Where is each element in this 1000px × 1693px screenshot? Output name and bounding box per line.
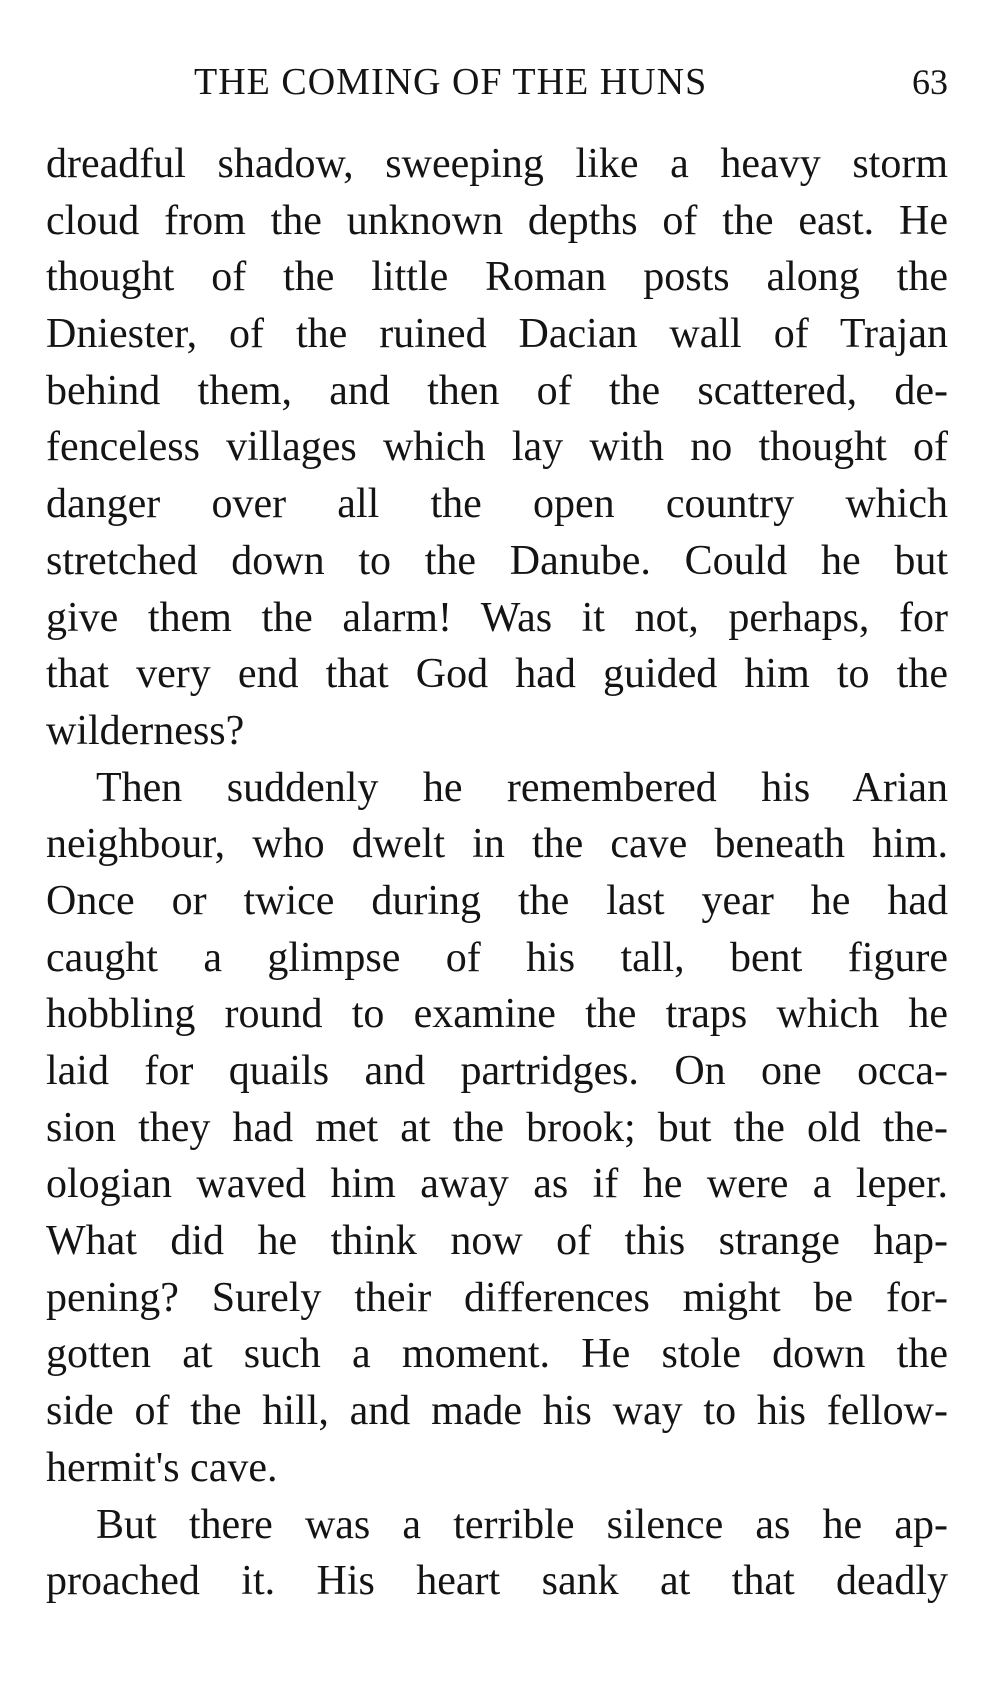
running-title: THE COMING OF THE HUNS (194, 61, 708, 103)
text-line: thought of the little Roman posts along the (46, 254, 948, 301)
paragraph-1 (46, 136, 948, 760)
text-line: Then suddenly he remembered his Arian (96, 764, 948, 811)
text-line: that very end that God had guided him to the (46, 651, 948, 698)
text-line: hobbling round to examine the traps which he (46, 991, 948, 1038)
paragraph-2 (46, 760, 948, 1497)
text-line: What did he think now of this strange hap- (46, 1218, 948, 1265)
text-line: gotten at such a moment. He stole down the (46, 1331, 948, 1378)
text-line: ologian waved him away as if he were a leper. (46, 1161, 948, 1208)
page-number: 63 (912, 62, 948, 102)
text-line: laid for quails and partridges. On one occa- (46, 1048, 948, 1094)
text-line: wilderness? (46, 707, 245, 754)
text-line: fenceless villages which lay with no thought of (46, 424, 948, 471)
text-line: Dniester, of the ruined Dacian wall of Trajan (46, 311, 948, 358)
text-line: sion they had met at the brook; but the old the- (46, 1104, 948, 1151)
text-line: Once or twice during the last year he had (46, 877, 948, 924)
text-line: give them the alarm! Was it not, perhaps, for (46, 594, 948, 641)
text-line: pening? Surely their differences might be for- (46, 1274, 948, 1321)
running-head (46, 58, 948, 106)
text-line: stretched down to the Danube. Could he but (46, 537, 948, 584)
text-line: behind them, and then of the scattered, de- (46, 367, 948, 414)
text-line: danger over all the open country which (46, 481, 948, 528)
text-line: dreadful shadow, sweeping like a heavy storm (46, 141, 948, 187)
text-line: caught a glimpse of his tall, bent figure (46, 934, 948, 981)
text-line: But there was a terrible silence as he ap- (96, 1501, 948, 1548)
paragraph-3 (46, 1497, 948, 1610)
text-line: side of the hill, and made his way to his fellow- (46, 1388, 948, 1435)
text-line: hermit's cave. (46, 1444, 278, 1491)
text-line: neighbour, who dwelt in the cave beneath him. (46, 821, 948, 868)
body-text (46, 136, 948, 1610)
text-line: cloud from the unknown depths of the east. He (46, 197, 948, 244)
text-line: proached it. His heart sank at that deadly (46, 1558, 948, 1605)
